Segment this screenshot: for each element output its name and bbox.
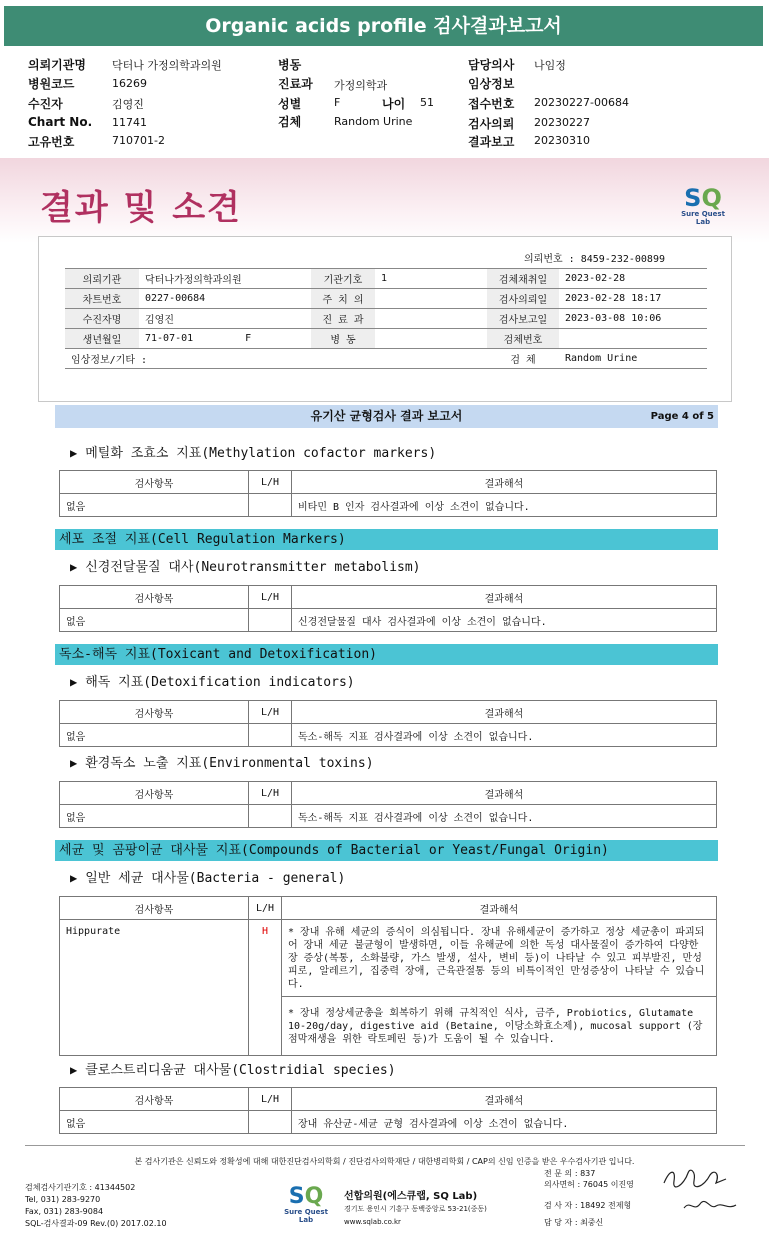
staff-list bbox=[544, 1168, 634, 1228]
section-bacterial: 세균 및 곰팡이균 대사물 지표(Compounds of Bacterial or Yeast/Fungal Origin) bbox=[55, 840, 718, 861]
subsection-label: 일반 세균 대사물(Bacteria - general) bbox=[85, 871, 346, 886]
footer-line: Tel, 031) 283-9270 bbox=[25, 1195, 101, 1204]
result-table bbox=[59, 470, 717, 517]
staff-row bbox=[544, 1217, 634, 1228]
lh-cell: H bbox=[249, 920, 282, 1056]
result-table bbox=[59, 700, 717, 747]
subsection-label: 환경독소 노출 지표(Environmental toxins) bbox=[85, 756, 374, 771]
sq-lab-logo bbox=[677, 186, 729, 226]
triangle-icon: ▶ bbox=[70, 675, 78, 689]
age-label: 나이 bbox=[382, 97, 406, 111]
header-label: 병동 bbox=[278, 58, 302, 72]
company-info bbox=[344, 1190, 487, 1229]
table-row bbox=[65, 329, 707, 349]
header-label: Chart No. bbox=[28, 115, 93, 129]
col-interp-header: 결과해석 bbox=[292, 471, 717, 494]
result-table bbox=[59, 896, 717, 1056]
col-item-header: 검사항목 bbox=[60, 1088, 249, 1111]
page-number: Page 4 of 5 bbox=[650, 411, 714, 422]
certification-notice: 본 검사기관은 신뢰도와 정확성에 대해 대한진단검사의학회 / 진단검사의학재단 / 대한병리학회 / CAP의 신임 인증을 받은 우수검사기관 입니다. bbox=[134, 1157, 635, 1166]
header-label: 검사의뢰 bbox=[468, 117, 515, 131]
cell-label: 병 동 bbox=[311, 329, 375, 349]
table-header-row bbox=[60, 897, 717, 920]
logo-s: S bbox=[684, 184, 702, 212]
report-title: Organic acids profile 검사결과보고서 bbox=[4, 6, 763, 46]
cell-label: 주 치 의 bbox=[311, 289, 375, 309]
col-lh-header: L/H bbox=[249, 471, 292, 494]
signature-1 bbox=[660, 1165, 730, 1191]
col-lh-header: L/H bbox=[249, 782, 292, 805]
cell-value: 0227-00684 bbox=[139, 289, 311, 309]
staff-role: 검 사 자 : bbox=[544, 1201, 578, 1210]
cell-value bbox=[559, 329, 707, 349]
table-header-row bbox=[60, 471, 717, 494]
result-table bbox=[59, 781, 717, 828]
request-number: 의뢰번호 : 8459-232-00899 bbox=[524, 254, 665, 265]
report-title-text: 유기산 균형검사 결과 보고서 bbox=[310, 409, 463, 423]
footer-contact bbox=[25, 1182, 167, 1230]
lh-cell bbox=[249, 1111, 292, 1134]
header-value: 20230310 bbox=[534, 134, 590, 147]
subsection-clostridia bbox=[70, 1059, 396, 1078]
interp-cell: 장내 유산균-세균 균형 검사결과에 이상 소견이 없습니다. bbox=[292, 1111, 717, 1134]
table-row bbox=[65, 309, 707, 329]
footer-line: SQL-검사결과-09 Rev.(0) 2017.02.10 bbox=[25, 1219, 167, 1228]
header-value: 김영진 bbox=[112, 98, 144, 111]
cell-label: 검사의뢰일 bbox=[487, 289, 559, 309]
header-label: 의뢰기관명 bbox=[28, 58, 86, 72]
staff-role: 의사면허 : bbox=[544, 1180, 581, 1189]
table-row bbox=[65, 349, 707, 369]
table-row bbox=[60, 609, 717, 632]
triangle-icon: ▶ bbox=[70, 1063, 78, 1077]
staff-role: 담 당 자 : bbox=[544, 1218, 578, 1227]
header-value: 나임정 bbox=[534, 59, 566, 72]
section-toxicant: 독소-해독 지표(Toxicant and Detoxification) bbox=[55, 644, 718, 665]
table-header-row bbox=[60, 782, 717, 805]
cell-value bbox=[375, 309, 487, 329]
age-value: 51 bbox=[420, 96, 434, 109]
section-title: 결과 및 소견 bbox=[40, 188, 242, 228]
header-label: 수진자 bbox=[28, 97, 63, 111]
cell-value bbox=[139, 329, 311, 349]
result-table bbox=[59, 1087, 717, 1134]
col-item-header: 검사항목 bbox=[60, 586, 249, 609]
header-label: 검체 bbox=[278, 115, 302, 129]
table-row bbox=[60, 494, 717, 517]
cell-value: 닥터나가정의학과의원 bbox=[139, 269, 311, 289]
staff-name: 최중신 bbox=[580, 1218, 604, 1227]
table-row bbox=[60, 920, 717, 997]
signature-2 bbox=[680, 1196, 740, 1216]
header-value: 닥터나 가정의학과의원 bbox=[112, 59, 222, 72]
header-label: 고유번호 bbox=[28, 135, 75, 149]
staff-name: 18492 전제형 bbox=[580, 1201, 632, 1210]
subsection-environmental bbox=[70, 752, 374, 771]
interp-cell: 신경전달물질 대사 검사결과에 이상 소견이 없습니다. bbox=[292, 609, 717, 632]
footer-divider bbox=[25, 1145, 745, 1146]
section-cell-regulation: 세포 조절 지표(Cell Regulation Markers) bbox=[55, 529, 718, 550]
cell-label: 검체번호 bbox=[487, 329, 559, 349]
subsection-label: 해독 지표(Detoxification indicators) bbox=[85, 675, 355, 690]
col-lh-header: L/H bbox=[249, 897, 282, 920]
col-lh-header: L/H bbox=[249, 586, 292, 609]
company-name: 선합의원(에스큐랩, SQ Lab) bbox=[344, 1191, 478, 1202]
cell-value bbox=[375, 329, 487, 349]
clinical-info: 임상정보/기타 : bbox=[65, 349, 487, 369]
logo-subtitle: Sure Quest Lab bbox=[284, 1208, 328, 1224]
table-header-row bbox=[60, 586, 717, 609]
subsection-label: 클로스트리디움균 대사물(Clostridial species) bbox=[85, 1063, 396, 1078]
lh-cell bbox=[249, 724, 292, 747]
col-interp-header: 결과해석 bbox=[292, 1088, 717, 1111]
table-row bbox=[65, 289, 707, 309]
col-item-header: 검사항목 bbox=[60, 782, 249, 805]
cell-value: Random Urine bbox=[559, 349, 707, 369]
logo-s: S bbox=[288, 1184, 305, 1209]
col-lh-header: L/H bbox=[249, 1088, 292, 1111]
item-cell: 없음 bbox=[60, 609, 249, 632]
logo-q: Q bbox=[304, 1184, 324, 1209]
cell-value: 2023-03-08 10:06 bbox=[559, 309, 707, 329]
header-label: 결과보고 bbox=[468, 135, 515, 149]
header-label: 진료과 bbox=[278, 77, 313, 91]
interp-cell: 비타민 B 인자 검사결과에 이상 소견이 없습니다. bbox=[292, 494, 717, 517]
header-value: 16269 bbox=[112, 77, 147, 90]
triangle-icon: ▶ bbox=[70, 446, 78, 460]
staff-row bbox=[544, 1168, 634, 1179]
header-value: 20230227-00684 bbox=[534, 96, 629, 109]
table-row bbox=[65, 269, 707, 289]
table-header-row bbox=[60, 1088, 717, 1111]
footer-logo bbox=[278, 1186, 334, 1224]
col-item-header: 검사항목 bbox=[60, 471, 249, 494]
sex: F bbox=[245, 333, 252, 344]
interp-cell: 독소-해독 지표 검사결과에 이상 소견이 없습니다. bbox=[292, 724, 717, 747]
header-label: 접수번호 bbox=[468, 97, 515, 111]
subsection-bacteria-general bbox=[70, 867, 345, 886]
cell-value: 1 bbox=[375, 269, 487, 289]
header-value: 11741 bbox=[112, 116, 147, 129]
triangle-icon: ▶ bbox=[70, 871, 78, 885]
item-cell: 없음 bbox=[60, 1111, 249, 1134]
company-website: www.sqlab.co.kr bbox=[344, 1218, 401, 1226]
header-value: Random Urine bbox=[334, 115, 413, 128]
cell-label: 검 체 bbox=[487, 349, 559, 369]
cell-value bbox=[375, 289, 487, 309]
header-value: 가정의학과 bbox=[334, 79, 388, 92]
cell-label: 의뢰기관 bbox=[65, 269, 139, 289]
item-cell: 없음 bbox=[60, 494, 249, 517]
footer-line: Fax, 031) 283-9084 bbox=[25, 1207, 104, 1216]
col-interp-header: 결과해석 bbox=[292, 701, 717, 724]
triangle-icon: ▶ bbox=[70, 560, 78, 574]
col-interp-header: 결과해석 bbox=[292, 782, 717, 805]
cell-value: 김영진 bbox=[139, 309, 311, 329]
table-row bbox=[60, 805, 717, 828]
subsection-detox bbox=[70, 671, 355, 690]
staff-name: 837 bbox=[580, 1169, 596, 1178]
staff-row bbox=[544, 1179, 634, 1190]
cell-label: 차트번호 bbox=[65, 289, 139, 309]
header-value: 20230227 bbox=[534, 116, 590, 129]
cell-label: 검체채취일 bbox=[487, 269, 559, 289]
patient-table bbox=[65, 268, 707, 369]
item-cell: 없음 bbox=[60, 724, 249, 747]
table-row bbox=[60, 1111, 717, 1134]
col-interp-header: 결과해석 bbox=[282, 897, 717, 920]
lh-cell bbox=[249, 609, 292, 632]
table-header-row bbox=[60, 701, 717, 724]
footer-line: 검체검사기관기호 : 41344502 bbox=[25, 1183, 136, 1192]
header-label: 병원코드 bbox=[28, 77, 75, 91]
item-cell: 없음 bbox=[60, 805, 249, 828]
subsection-methylation bbox=[70, 442, 436, 461]
interp-cell: * 장내 정상세균총을 회복하기 위해 규칙적인 식사, 금주, Probiotics, Glutamate 10-20g/day, digestive aid (Betaine, 이당소화효소제), mucosal support (장점막재생을 위한 락토페린 등)가 도움이 될 수 있습니다. bbox=[282, 997, 717, 1056]
report-header bbox=[55, 405, 718, 428]
col-item-header: 검사항목 bbox=[60, 701, 249, 724]
cell-label: 생년월일 bbox=[65, 329, 139, 349]
subsection-label: 신경전달물질 대사(Neurotransmitter metabolism) bbox=[85, 560, 421, 575]
subsection-neuro bbox=[70, 556, 421, 575]
logo-subtitle: Sure Quest Lab bbox=[681, 210, 725, 226]
col-lh-header: L/H bbox=[249, 701, 292, 724]
interp-cell: * 장내 유해 세균의 증식이 의심됩니다. 장내 유해세균이 증가하고 정상 세균총이 파괴되어 장내 세균 불균형이 발생하면, 이들 유해균에 의한 독성 대사물질이 증가하여 다양한 장 증상(복통, 소화불량, 가스 발생, 설사, 변비 등)이 나타날 수 있고 피부발진, 만성피로, 알레르기, 집중력 장애, 근육관절통 등의 비특이적인 만성증상이 나타날 수 있습니다. bbox=[282, 920, 717, 997]
header-label: 담당의사 bbox=[468, 58, 515, 72]
header-label: 성별 bbox=[278, 97, 302, 111]
result-table bbox=[59, 585, 717, 632]
cell-value: 2023-02-28 bbox=[559, 269, 707, 289]
triangle-icon: ▶ bbox=[70, 756, 78, 770]
cell-label: 검사보고일 bbox=[487, 309, 559, 329]
col-item-header: 검사항목 bbox=[60, 897, 249, 920]
staff-role: 전 문 의 : bbox=[544, 1169, 578, 1178]
logo-q: Q bbox=[701, 184, 722, 212]
cell-value: 2023-02-28 18:17 bbox=[559, 289, 707, 309]
staff-row bbox=[544, 1200, 634, 1211]
item-cell: Hippurate bbox=[60, 920, 249, 1056]
cell-label: 수진자명 bbox=[65, 309, 139, 329]
col-interp-header: 결과해석 bbox=[292, 586, 717, 609]
cell-label: 진 료 과 bbox=[311, 309, 375, 329]
cell-label: 기관기호 bbox=[311, 269, 375, 289]
lh-cell bbox=[249, 805, 292, 828]
staff-name: 76045 이진영 bbox=[582, 1180, 634, 1189]
header-value: 710701-2 bbox=[112, 134, 165, 147]
header-value: F bbox=[334, 96, 341, 109]
header-label: 임상정보 bbox=[468, 77, 515, 91]
company-address: 경기도 용인시 기흥구 동백중앙로 53-21(중동) bbox=[344, 1205, 487, 1213]
subsection-label: 메틸화 조효소 지표(Methylation cofactor markers) bbox=[85, 446, 437, 461]
table-row bbox=[60, 724, 717, 747]
lh-cell bbox=[249, 494, 292, 517]
interp-cell: 독소-해독 지표 검사결과에 이상 소견이 없습니다. bbox=[292, 805, 717, 828]
birth-date: 71-07-01 bbox=[145, 333, 194, 344]
